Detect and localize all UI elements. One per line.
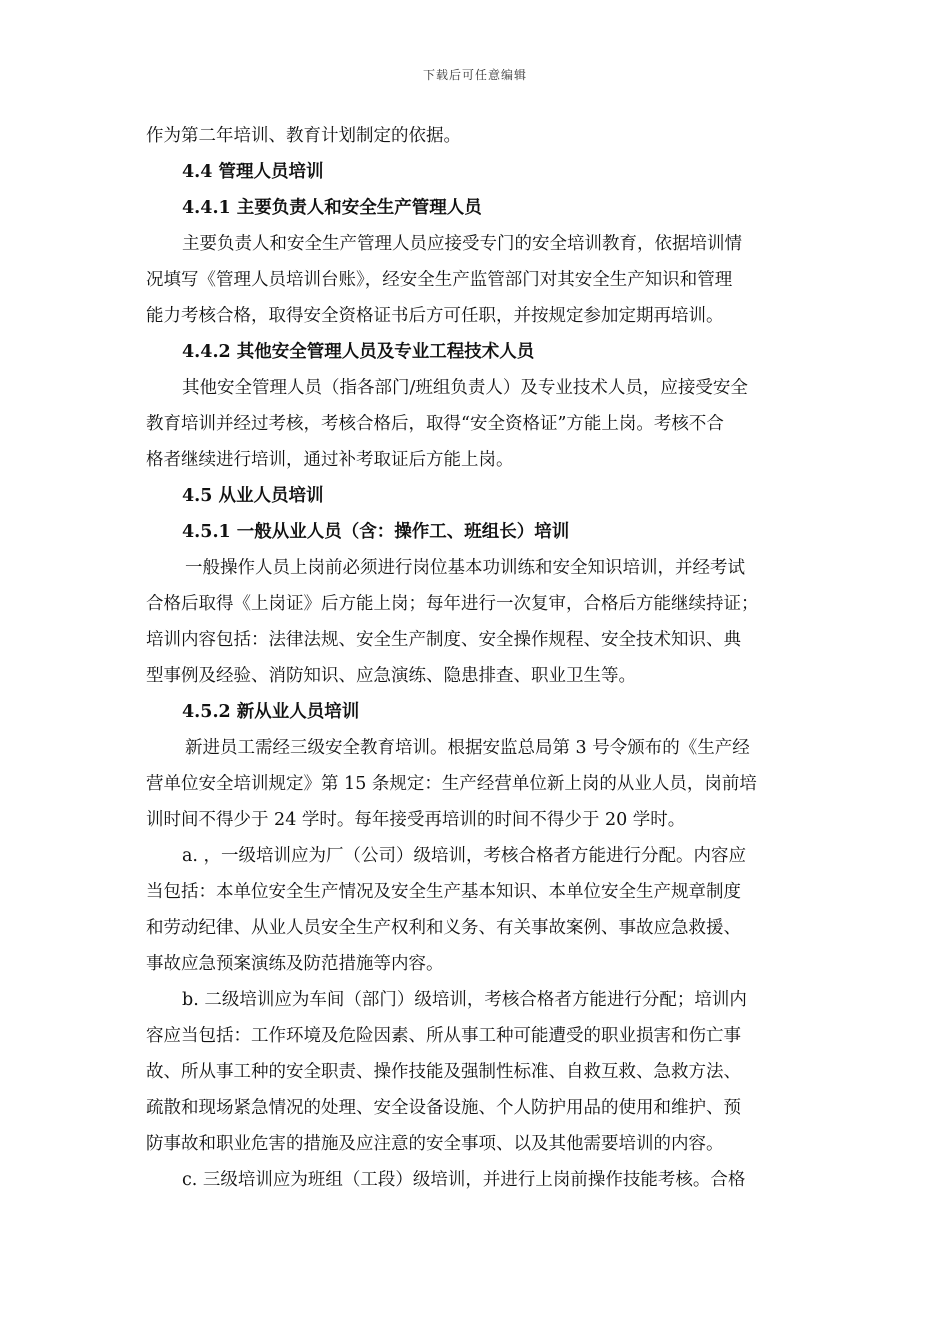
list-item-b-line: 防事故和职业危害的措施及应注意的安全事项、以及其他需要培训的内容。 (146, 1134, 724, 1154)
section-heading-4-5: 4.5 从业人员培训 (182, 486, 324, 506)
paragraph-line: 作为第二年培训、教育计划制定的依据。 (146, 126, 461, 146)
paragraph-line: 格者继续进行培训，通过补考取证后方能上岗。 (146, 450, 514, 470)
paragraph-line: 能力考核合格，取得安全资格证书后方可任职，并按规定参加定期再培训。 (146, 306, 724, 326)
section-heading-4-5-1: 4.5.1 一般从业人员（含：操作工、班组长）培训 (182, 522, 570, 542)
paragraph-line: 主要负责人和安全生产管理人员应接受专门的安全培训教育，依据培训情 (182, 234, 742, 254)
section-heading-4-4: 4.4 管理人员培训 (182, 162, 324, 182)
list-item-a-line: a. ，一级培训应为厂（公司）级培训，考核合格者方能进行分配。内容应 (182, 846, 747, 866)
list-item-a-line: 事故应急预案演练及防范措施等内容。 (146, 954, 444, 974)
list-item-a-line: 当包括：本单位安全生产情况及安全生产基本知识、本单位安全生产规章制度 (146, 882, 741, 902)
list-item-b-line: b. 二级培训应为车间（部门）级培训，考核合格者方能进行分配；培训内 (182, 990, 747, 1010)
paragraph-line: 况填写《管理人员培训台账》，经安全生产监管部门对其安全生产知识和管理 (146, 270, 733, 290)
list-item-b-line: 疏散和现场紧急情况的处理、安全设备设施、个人防护用品的使用和维护、预 (146, 1098, 741, 1118)
paragraph-line: 合格后取得《上岗证》后方能上岗；每年进行一次复审，合格后方能继续持证； (146, 594, 759, 614)
paragraph-line: 教育培训并经过考核，考核合格后，取得“安全资格证”方能上岗。考核不合 (146, 414, 724, 434)
paragraph-line: 一般操作人员上岗前必须进行岗位基本功训练和安全知识培训，并经考试 (185, 558, 745, 578)
document-body (146, 118, 811, 1198)
section-heading-4-5-2: 4.5.2 新从业人员培训 (182, 702, 360, 722)
section-heading-4-4-1: 4.4.1 主要负责人和安全生产管理人员 (182, 198, 482, 218)
section-heading-4-4-2: 4.4.2 其他安全管理人员及专业工程技术人员 (182, 342, 535, 362)
list-item-c-line: c. 三级培训应为班组（工段）级培训，并进行上岗前操作技能考核。合格 (182, 1170, 746, 1190)
paragraph-line: 新进员工需经三级安全教育培训。根据安监总局第 3 号令颁布的《生产经 (185, 738, 750, 758)
paragraph-line: 其他安全管理人员（指各部门/班组负责人）及专业技术人员，应接受安全 (182, 378, 748, 398)
paragraph-line: 型事例及经验、消防知识、应急演练、隐患排查、职业卫生等。 (146, 666, 636, 686)
list-item-b-line: 容应当包括：工作环境及危险因素、所从事工种可能遭受的职业损害和伤亡事 (146, 1026, 741, 1046)
paragraph-line: 培训内容包括：法律法规、安全生产制度、安全操作规程、安全技术知识、典 (146, 630, 741, 650)
paragraph-line: 训时间不得少于 24 学时。每年接受再培训的时间不得少于 20 学时。 (146, 810, 686, 830)
paragraph-line: 营单位安全培训规定》第 15 条规定：生产经营单位新上岗的从业人员，岗前培 (146, 774, 757, 794)
page-header: 下载后可任意编辑 (422, 68, 527, 82)
list-item-b-line: 故、所从事工种的安全职责、操作技能及强制性标准、自救互救、急救方法、 (146, 1062, 741, 1082)
list-item-a-line: 和劳动纪律、从业人员安全生产权利和义务、有关事故案例、事故应急救援、 (146, 918, 741, 938)
